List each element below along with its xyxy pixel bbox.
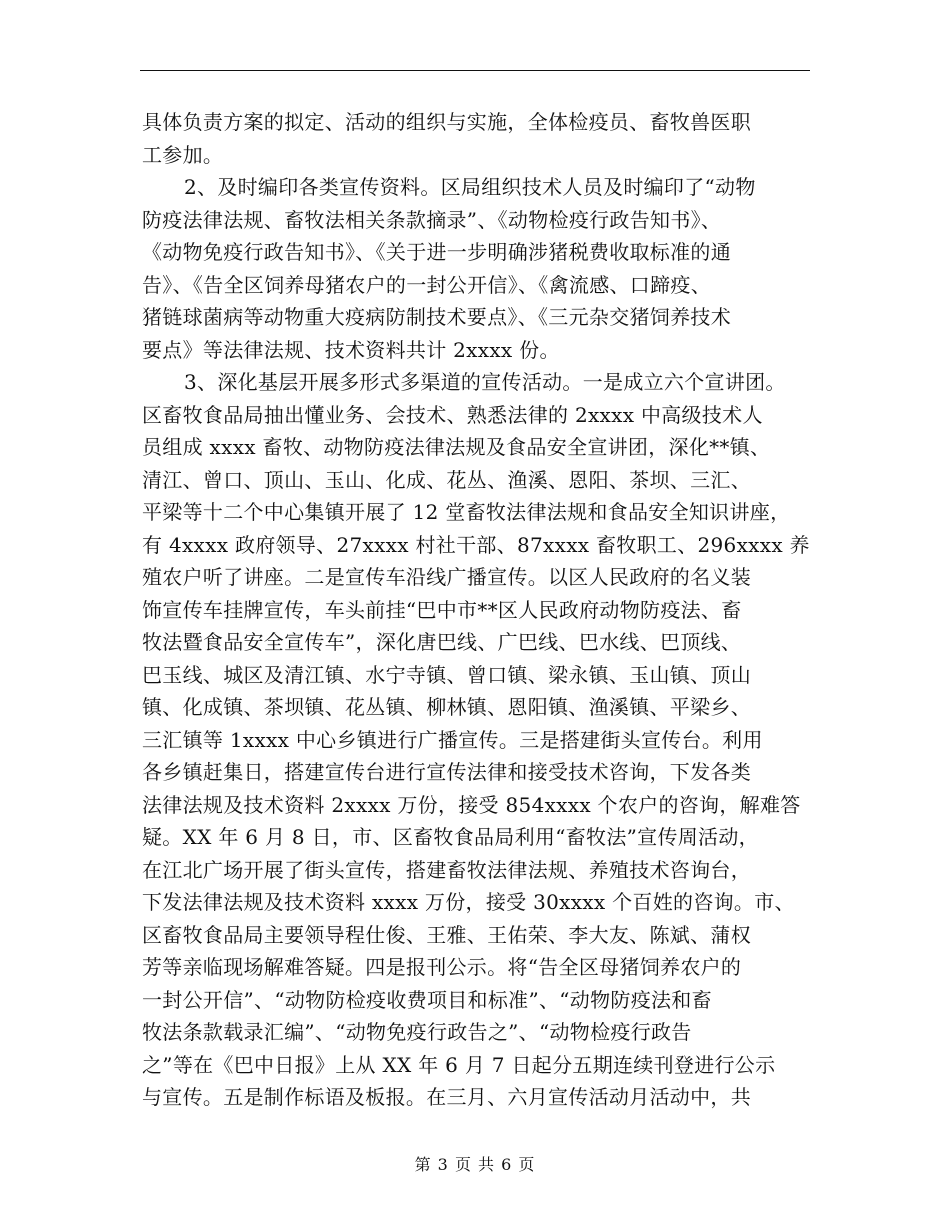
text-line: 法律法规及技术资料 2xxxx 万份，接受 854xxxx 个农户的咨询，解难答: [142, 792, 801, 817]
text-line: 芳等亲临现场解难答疑。四是报刊公示。将“告全区母猪饲养农户的: [142, 955, 742, 979]
text-line: 《动物免疫行政告知书》、《关于进一步明确涉猪税费收取标准的通: [142, 240, 731, 264]
text-line: 要点》等法律法规、技术资料共计 2xxxx 份。: [142, 337, 560, 362]
text-line: 饰宣传车挂牌宣传，车头前挂“巴中市**区人民政府动物防疫法、畜: [142, 597, 742, 622]
text-line: 具体负责方案的拟定、活动的组织与实施，全体检疫员、畜牧兽医职: [142, 110, 751, 134]
text-line: 牧法暨食品安全宣传车”，深化唐巴线、广巴线、巴水线、巴顶线、: [142, 630, 742, 654]
header-rule: [140, 70, 810, 71]
text-line: 工参加。: [142, 142, 224, 167]
text-line: 员组成 xxxx 畜牧、动物防疫法律法规及食品安全宣讲团，深化**镇、: [142, 435, 771, 459]
text-line: 区畜牧食品局抽出懂业务、会技术、熟悉法律的 2xxxx 中高级技术人: [142, 402, 763, 427]
text-line: 平梁等十二个中心集镇开展了 12 堂畜牧法律法规和食品安全知识讲座，: [142, 500, 791, 524]
text-line: 一封公开信”、“动物防检疫收费项目和标准”、“动物防疫法和畜: [142, 987, 712, 1012]
text-line: 三汇镇等 1xxxx 中心乡镇进行广播宣传。三是搭建街头宣传台。利用: [142, 727, 763, 752]
text-line: 与宣传。五是制作标语及板报。在三月、六月宣传活动月活动中，共: [142, 1085, 751, 1109]
text-line: 殖农户听了讲座。二是宣传车沿线广播宣传。以区人民政府的名义装: [142, 565, 751, 589]
text-line: 下发法律法规及技术资料 xxxx 万份，接受 30xxxx 个百姓的咨询。市、: [142, 890, 795, 914]
document-body: [142, 106, 822, 1114]
text-line: 有 4xxxx 政府领导、27xxxx 村社干部、87xxxx 畜牧职工、296xxxx 养: [142, 532, 810, 557]
text-line: 镇、化成镇、茶坝镇、花丛镇、柳林镇、恩阳镇、渔溪镇、平梁乡、: [142, 695, 751, 719]
paragraph-start-line: 3、深化基层开展多形式多渠道的宣传活动。一是成立六个宣讲团。: [184, 370, 786, 394]
text-line: 牧法条款载录汇编”、“动物免疫行政告之”、“动物检疫行政告: [142, 1020, 692, 1044]
text-line: 告》、《告全区饲养母猪农户的一封公开信》、《禽流感、口蹄疫、: [142, 272, 711, 297]
text-line: 疑。XX 年 6 月 8 日，市、区畜牧食品局利用“畜牧法”宣传周活动，: [142, 825, 759, 849]
text-line: 清江、曾口、顶山、玉山、化成、花丛、渔溪、恩阳、茶坝、三汇、: [142, 467, 751, 492]
text-line: 防疫法律法规、畜牧法相关条款摘录”、《动物检疫行政告知书》、: [142, 207, 722, 232]
text-line: 猪链球菌病等动物重大疫病防制技术要点》、《三元杂交猪饲养技术: [142, 305, 731, 329]
text-line: 区畜牧食品局主要领导程仕俊、王雅、王佑荣、李大友、陈斌、蒲权: [142, 922, 751, 947]
page-number-footer: 第 3 页 共 6 页: [414, 1155, 536, 1174]
text-line: 各乡镇赶集日，搭建宣传台进行宣传法律和接受技术咨询，下发各类: [142, 760, 751, 784]
paragraph-start-line: 2、及时编印各类宣传资料。区局组织技术人员及时编印了“动物: [184, 175, 756, 199]
text-line: 之”等在《巴中日报》上从 XX 年 6 月 7 日起分五期连续刊登进行公示: [142, 1052, 776, 1077]
text-line: 在江北广场开展了街头宣传，搭建畜牧法律法规、养殖技术咨询台，: [142, 857, 751, 882]
text-line: 巴玉线、城区及清江镇、水宁寺镇、曾口镇、梁永镇、玉山镇、顶山: [142, 662, 751, 687]
